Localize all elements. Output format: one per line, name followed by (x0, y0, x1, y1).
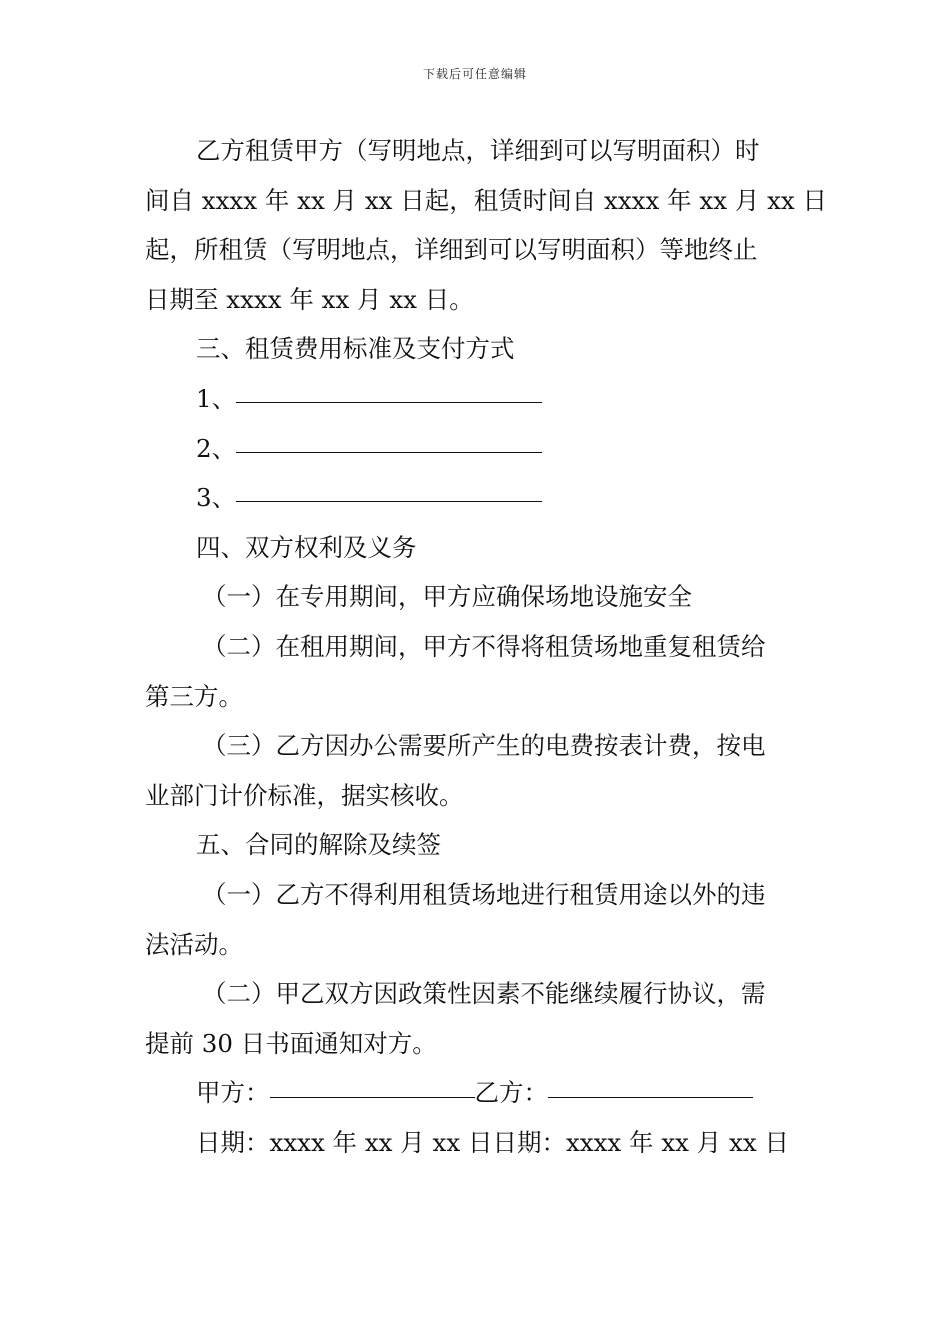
section-3-title: 三、租赁费用标准及支付方式 (196, 334, 515, 364)
signature-line (145, 1068, 807, 1118)
fee-item-3-number: 3、 (196, 483, 237, 513)
section-4-item-1: （一）在专用期间，甲方应确保场地设施安全 (202, 582, 692, 612)
date-line: 日期：xxxx 年 xx 月 xx 日日期：xxxx 年 xx 月 xx 日 (196, 1127, 789, 1157)
party-a-signature-blank (270, 1096, 475, 1098)
section-4-item-3-line-1: （三）乙方因办公需要所产生的电费按表计费，按电 (202, 731, 766, 761)
lease-term-line-4: 日期至 xxxx 年 xx 月 xx 日。 (145, 284, 474, 314)
fee-item-1-number: 1、 (196, 383, 237, 413)
lease-term-line-1: 乙方租赁甲方（写明地点，详细到可以写明面积）时 (196, 136, 760, 165)
section-4-item-2-line-1: （二）在租用期间，甲方不得将租赁场地重复租赁给 (202, 631, 766, 661)
fee-item-3 (145, 473, 807, 523)
party-a-label: 甲方： (196, 1078, 270, 1108)
document-body (145, 126, 828, 1167)
page-header-note: 下载后可任意编辑 (422, 67, 527, 81)
party-b-signature-blank (548, 1096, 753, 1098)
lease-term-line-3: 起，所租赁（写明地点，详细到可以写明面积）等地终止 (145, 235, 758, 265)
lease-term-line-2: 间自 xxxx 年 xx 月 xx 日起，租赁时间自 xxxx 年 xx 月 xx 日 (145, 185, 828, 215)
fee-item-1-blank (236, 401, 542, 403)
fee-item-3-blank (236, 500, 542, 502)
section-4-title: 四、双方权利及义务 (196, 532, 417, 562)
section-4-item-3-line-2: 业部门计价标准，据实核收。 (145, 780, 464, 810)
fee-item-2-blank (236, 451, 542, 453)
section-4-item-2-line-2: 第三方。 (145, 681, 243, 711)
section-5-item-1-line-1: （一）乙方不得利用租赁场地进行租赁用途以外的违 (202, 879, 766, 909)
fee-item-1 (145, 374, 807, 424)
fee-item-2 (145, 424, 807, 474)
section-5-item-2-line-1: （二）甲乙双方因政策性因素不能继续履行协议，需 (202, 979, 766, 1009)
party-b-label: 乙方： (474, 1078, 548, 1108)
fee-item-2-number: 2、 (196, 433, 237, 463)
section-5-item-1-line-2: 法活动。 (145, 929, 243, 959)
section-5-item-2-line-2: 提前 30 日书面通知对方。 (145, 1028, 437, 1058)
section-5-title: 五、合同的解除及续签 (196, 830, 441, 860)
